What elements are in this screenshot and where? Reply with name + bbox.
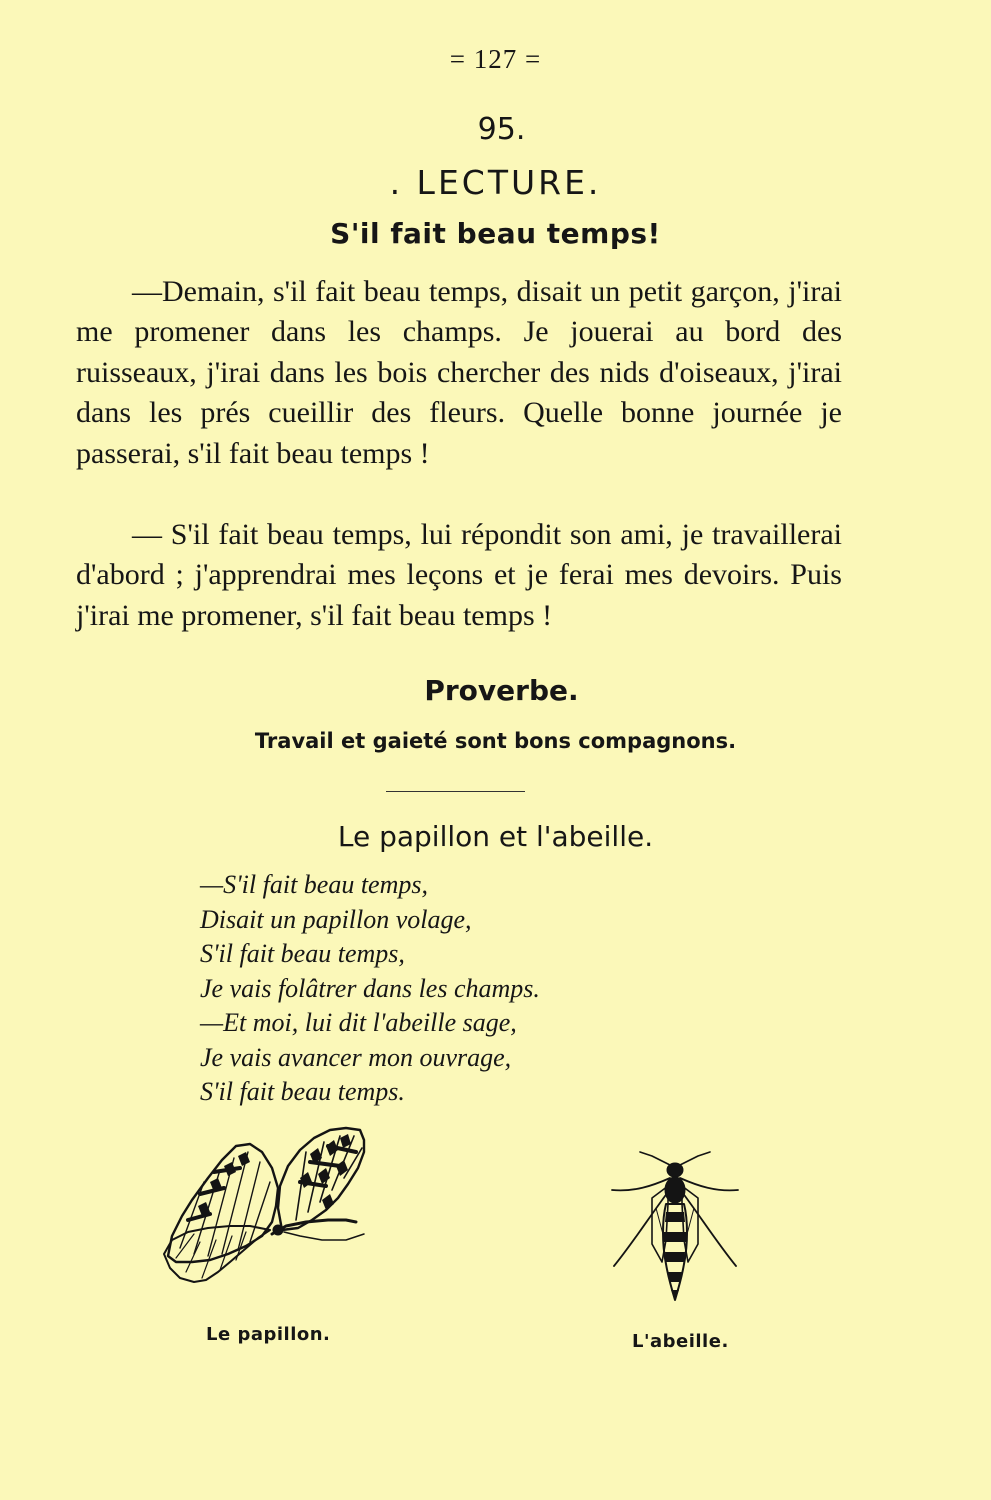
section-divider [386, 791, 525, 792]
poem-line: Disait un papillon volage, [200, 904, 472, 934]
butterfly-illustration [150, 1122, 380, 1292]
reading-title: S'il fait beau temps! [330, 217, 661, 250]
bee-illustration [600, 1148, 750, 1313]
bee-caption: L'abeille. [632, 1331, 729, 1352]
poem-line: Je vais avancer mon ouvrage, [200, 1042, 512, 1072]
reading-paragraph-1 [76, 272, 842, 474]
lesson-number: 95. [477, 112, 526, 147]
reading-paragraph-2 [76, 515, 842, 636]
butterfly-caption: Le papillon. [206, 1324, 331, 1345]
poem-line: —S'il fait beau temps, [200, 870, 428, 899]
paragraph-text: — S'il fait beau temps, lui répondit son ami, je travaillerai d'abord ; j'apprendrai mes leçons et je ferai mes devoirs. Puis j'irai me promener, s'il fait beau temps ! [76, 518, 842, 632]
page-number: = 127 = [449, 44, 542, 74]
proverb-heading: Proverbe. [424, 674, 579, 707]
section-title: . LECTURE. [389, 163, 602, 202]
poem-line: S'il fait beau temps. [200, 1077, 405, 1106]
paragraph-text: —Demain, s'il fait beau temps, disait un petit garçon, j'irai me promener dans les champs. Je jouerai au bord des ruisseaux, j'irai dans les bois chercher des nids d'oiseaux, j'irai dans les prés cueillir des fleurs. Quelle bonne journée je passerai, s'il fait beau temps ! [76, 275, 842, 470]
proverb-text: Travail et gaieté sont bons compagnons. [254, 729, 737, 753]
poem [200, 868, 720, 1110]
poem-line: Je vais folâtrer dans les champs. [200, 973, 540, 1003]
poem-line: —Et moi, lui dit l'abeille sage, [200, 1008, 517, 1037]
poem-title: Le papillon et l'abeille. [337, 820, 654, 853]
poem-line: S'il fait beau temps, [200, 939, 405, 968]
